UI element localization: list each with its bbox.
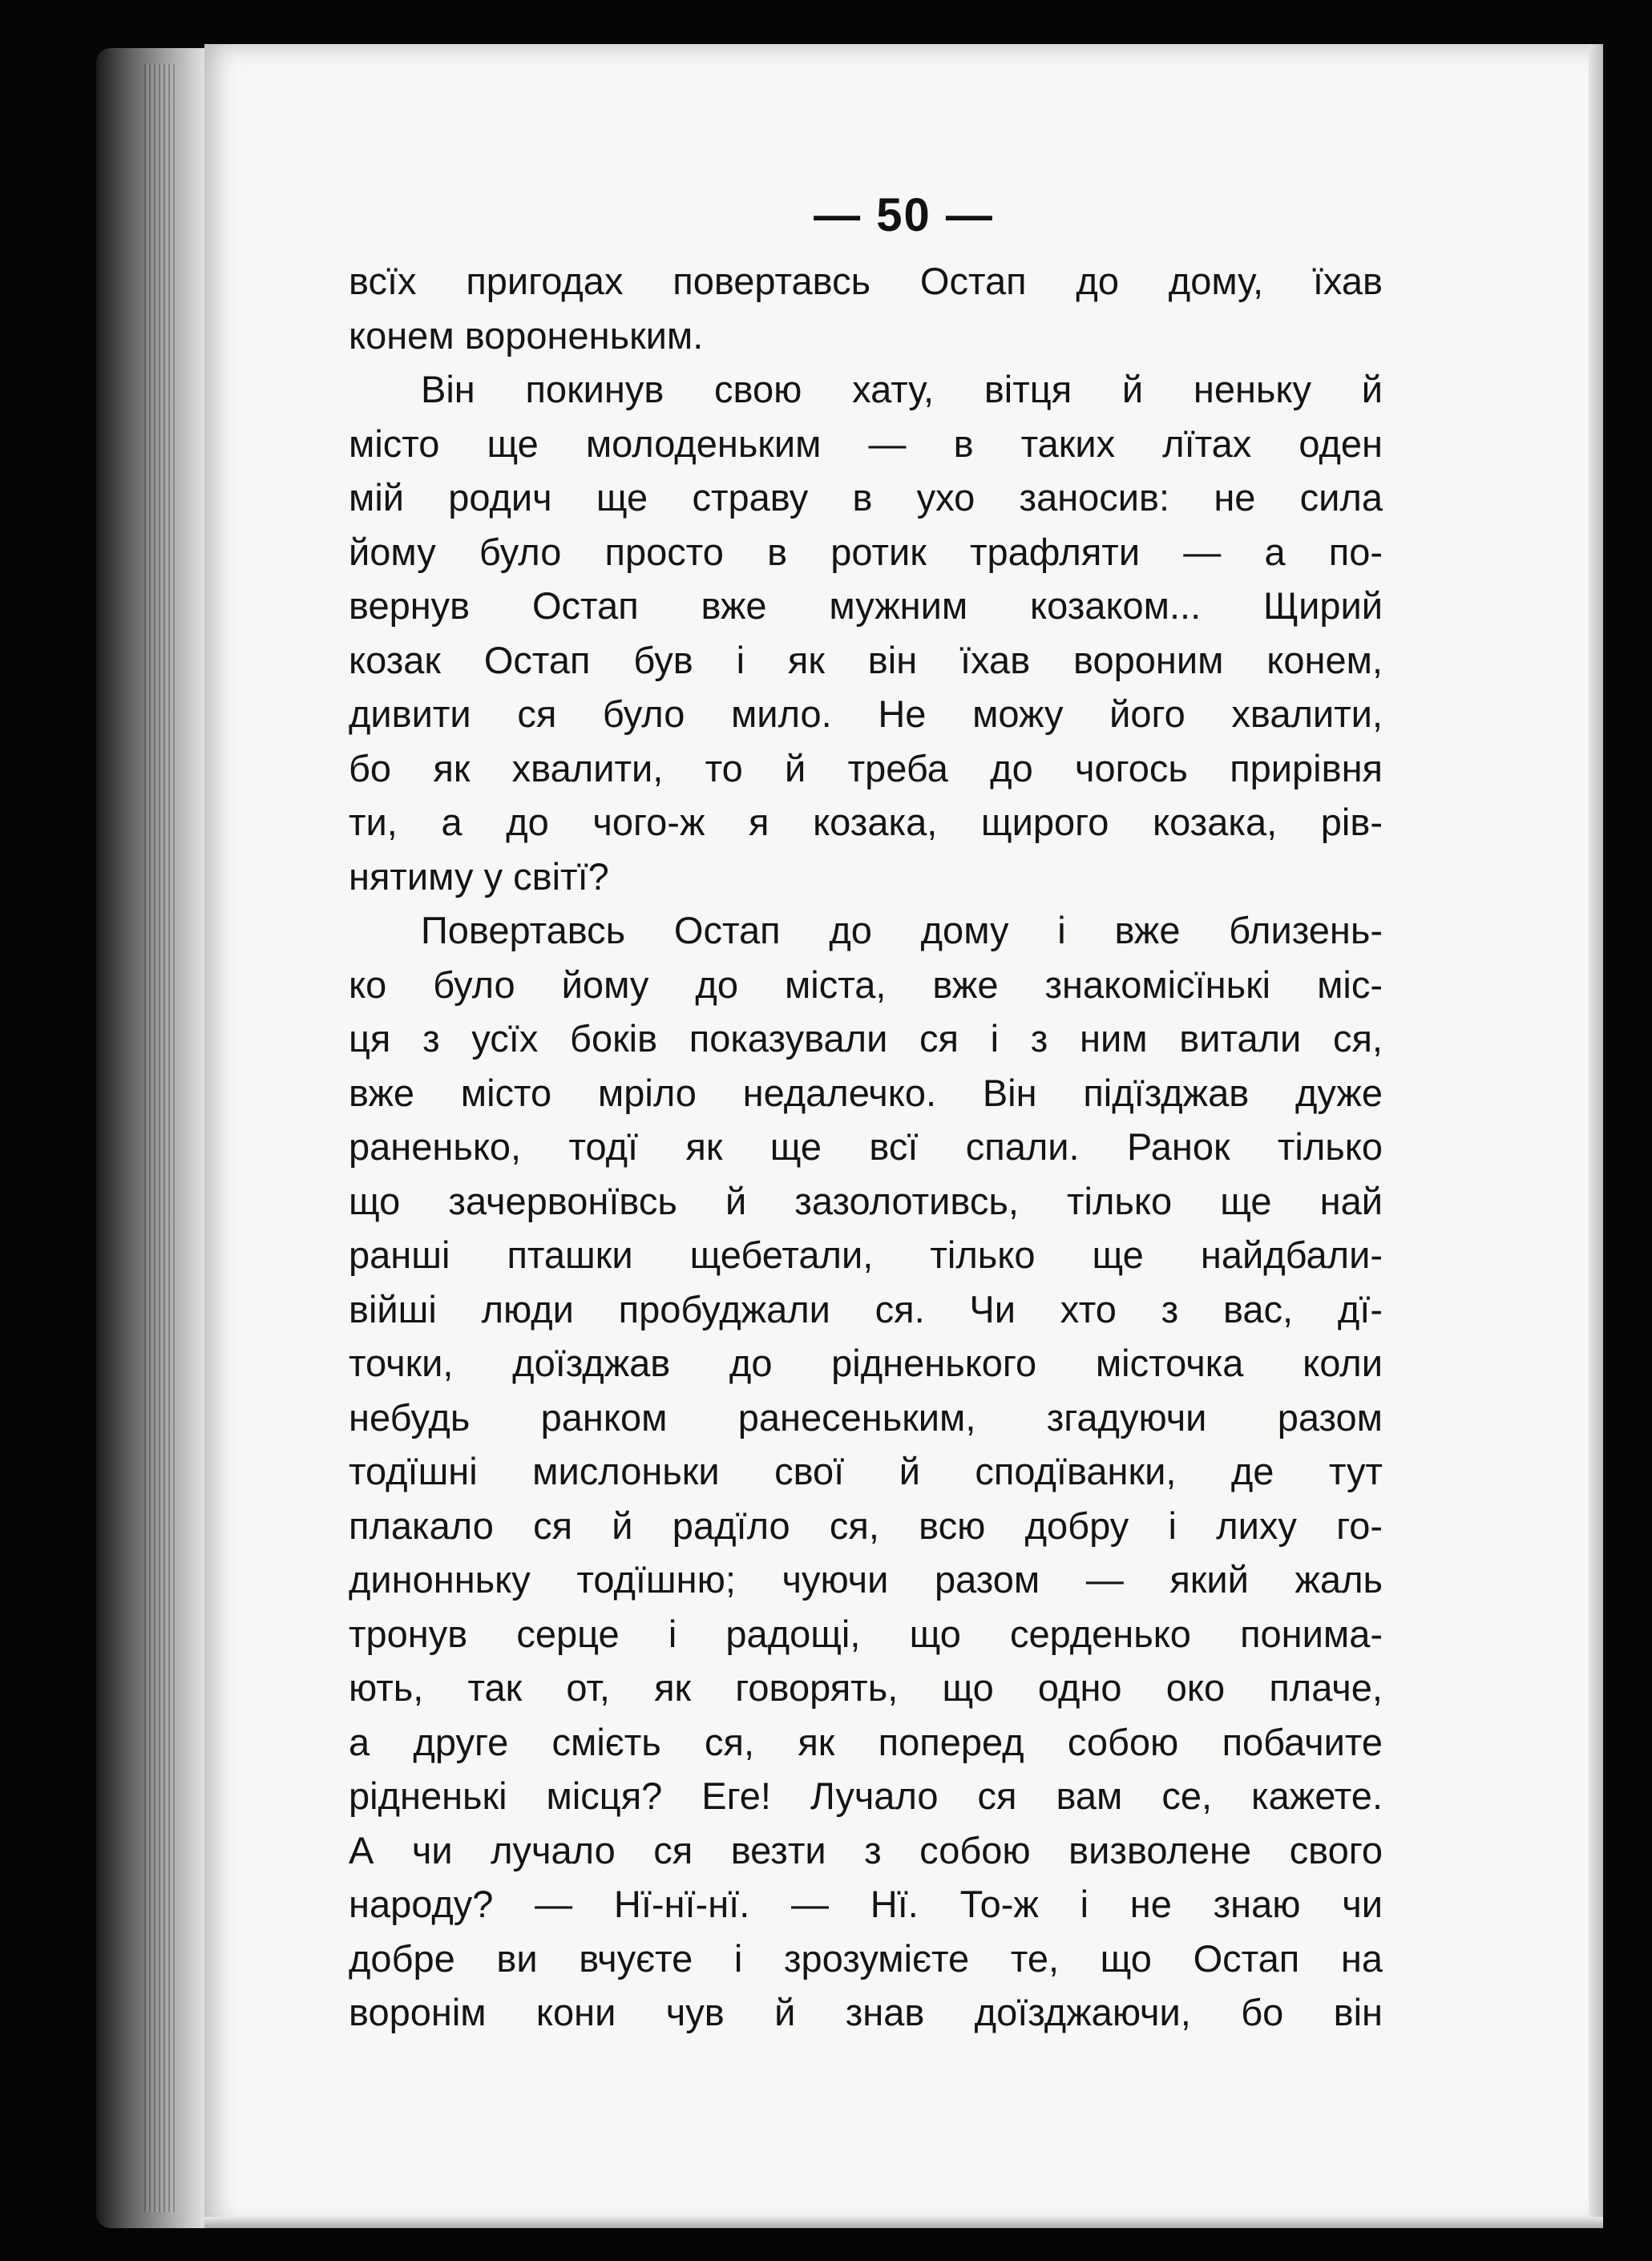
text-line: йому було просто в ротик трафляти — а по-	[349, 530, 1383, 573]
text-line: дивити ся було мило. Не можу його хвалити,	[349, 692, 1383, 735]
text-line: добре ви вчуєте і зрозумієте те, що Остап на	[349, 1936, 1383, 1980]
text-line: козак Остап був і як він їхав вороним конем,	[349, 638, 1383, 681]
text-line: ко було йому до міста, вже знакомісїнькі міс-	[349, 963, 1383, 1006]
text-line: що зачервонївсь й зазолотивсь, тілько ще най	[349, 1179, 1383, 1222]
text-line: ця з усїх боків показували ся і з ним витали ся,	[349, 1017, 1383, 1060]
text-line: небудь ранком ранесеньким, згадуючи разом	[349, 1395, 1383, 1439]
text-line: війші люди пробуджали ся. Чи хто з вас, дї-	[349, 1287, 1383, 1330]
text-line: Він покинув свою хату, вітця й неньку й	[421, 368, 1383, 410]
text-line: Повертавсь Остап до дому і вже близень-	[421, 909, 1383, 951]
body-text	[349, 254, 1383, 2040]
text-line: динонньку тодїшню; чуючи разом — який жаль	[349, 1558, 1383, 1601]
text-line: бо як хвалити, то й треба до чогось прирівня	[349, 746, 1383, 789]
text-line: А чи лучало ся везти з собою визволене свого	[349, 1828, 1383, 1871]
text-line: тронув серце і радощі, що серденько понима-	[349, 1612, 1383, 1655]
text-line: вже місто мріло недалечко. Він підїзджав дуже	[349, 1071, 1383, 1114]
text-line: точки, доїзджав до рідненького місточка коли	[349, 1342, 1383, 1384]
text-line: раненько, тодї як ще всї спали. Ранок тілько	[349, 1125, 1383, 1168]
text-line: рідненькі місця? Еге! Лучало ся вам се, кажете.	[349, 1774, 1383, 1817]
page-number: — 50 —	[814, 189, 994, 241]
text-line: плакало ся й радїло ся, всю добру і лиху го-	[349, 1504, 1383, 1547]
text-line: народу? — Нї-нї-нї. — Нї. То-ж і не знаю чи	[349, 1883, 1383, 1925]
text-line: мій родич ще страву в ухо заносив: не сила	[349, 476, 1383, 519]
text-line: місто ще молоденьким — в таких лїтах оден	[349, 422, 1383, 465]
text-line: ти, а до чого-ж я козака, щирого козака, рів-	[349, 801, 1383, 843]
text-line: ють, так от, як говорять, що одно око плаче,	[349, 1666, 1383, 1709]
book-page	[204, 44, 1603, 2228]
text-line: а друге смієть ся, як поперед собою побачите	[349, 1720, 1383, 1763]
text-line: конем вороненьким.	[349, 313, 704, 357]
page-edge-texture	[144, 64, 176, 2212]
text-line: тодїшні мислоньки свої й сподїванки, де тут	[349, 1450, 1383, 1492]
text-line: нятиму у світї?	[349, 854, 609, 898]
text-line: воронім кони чув й знав доїзджаючи, бо він	[349, 1991, 1383, 2033]
page-right-edge	[1589, 44, 1603, 2228]
text-line: вернув Остап вже мужним козаком... Щирий	[349, 584, 1383, 627]
text-line: всїх пригодах повертавсь Остап до дому, їхав	[349, 260, 1383, 302]
text-line: ранші пташки щебетали, тілько ще найдбали-	[349, 1233, 1383, 1276]
page-bottom-edge	[204, 2217, 1603, 2228]
